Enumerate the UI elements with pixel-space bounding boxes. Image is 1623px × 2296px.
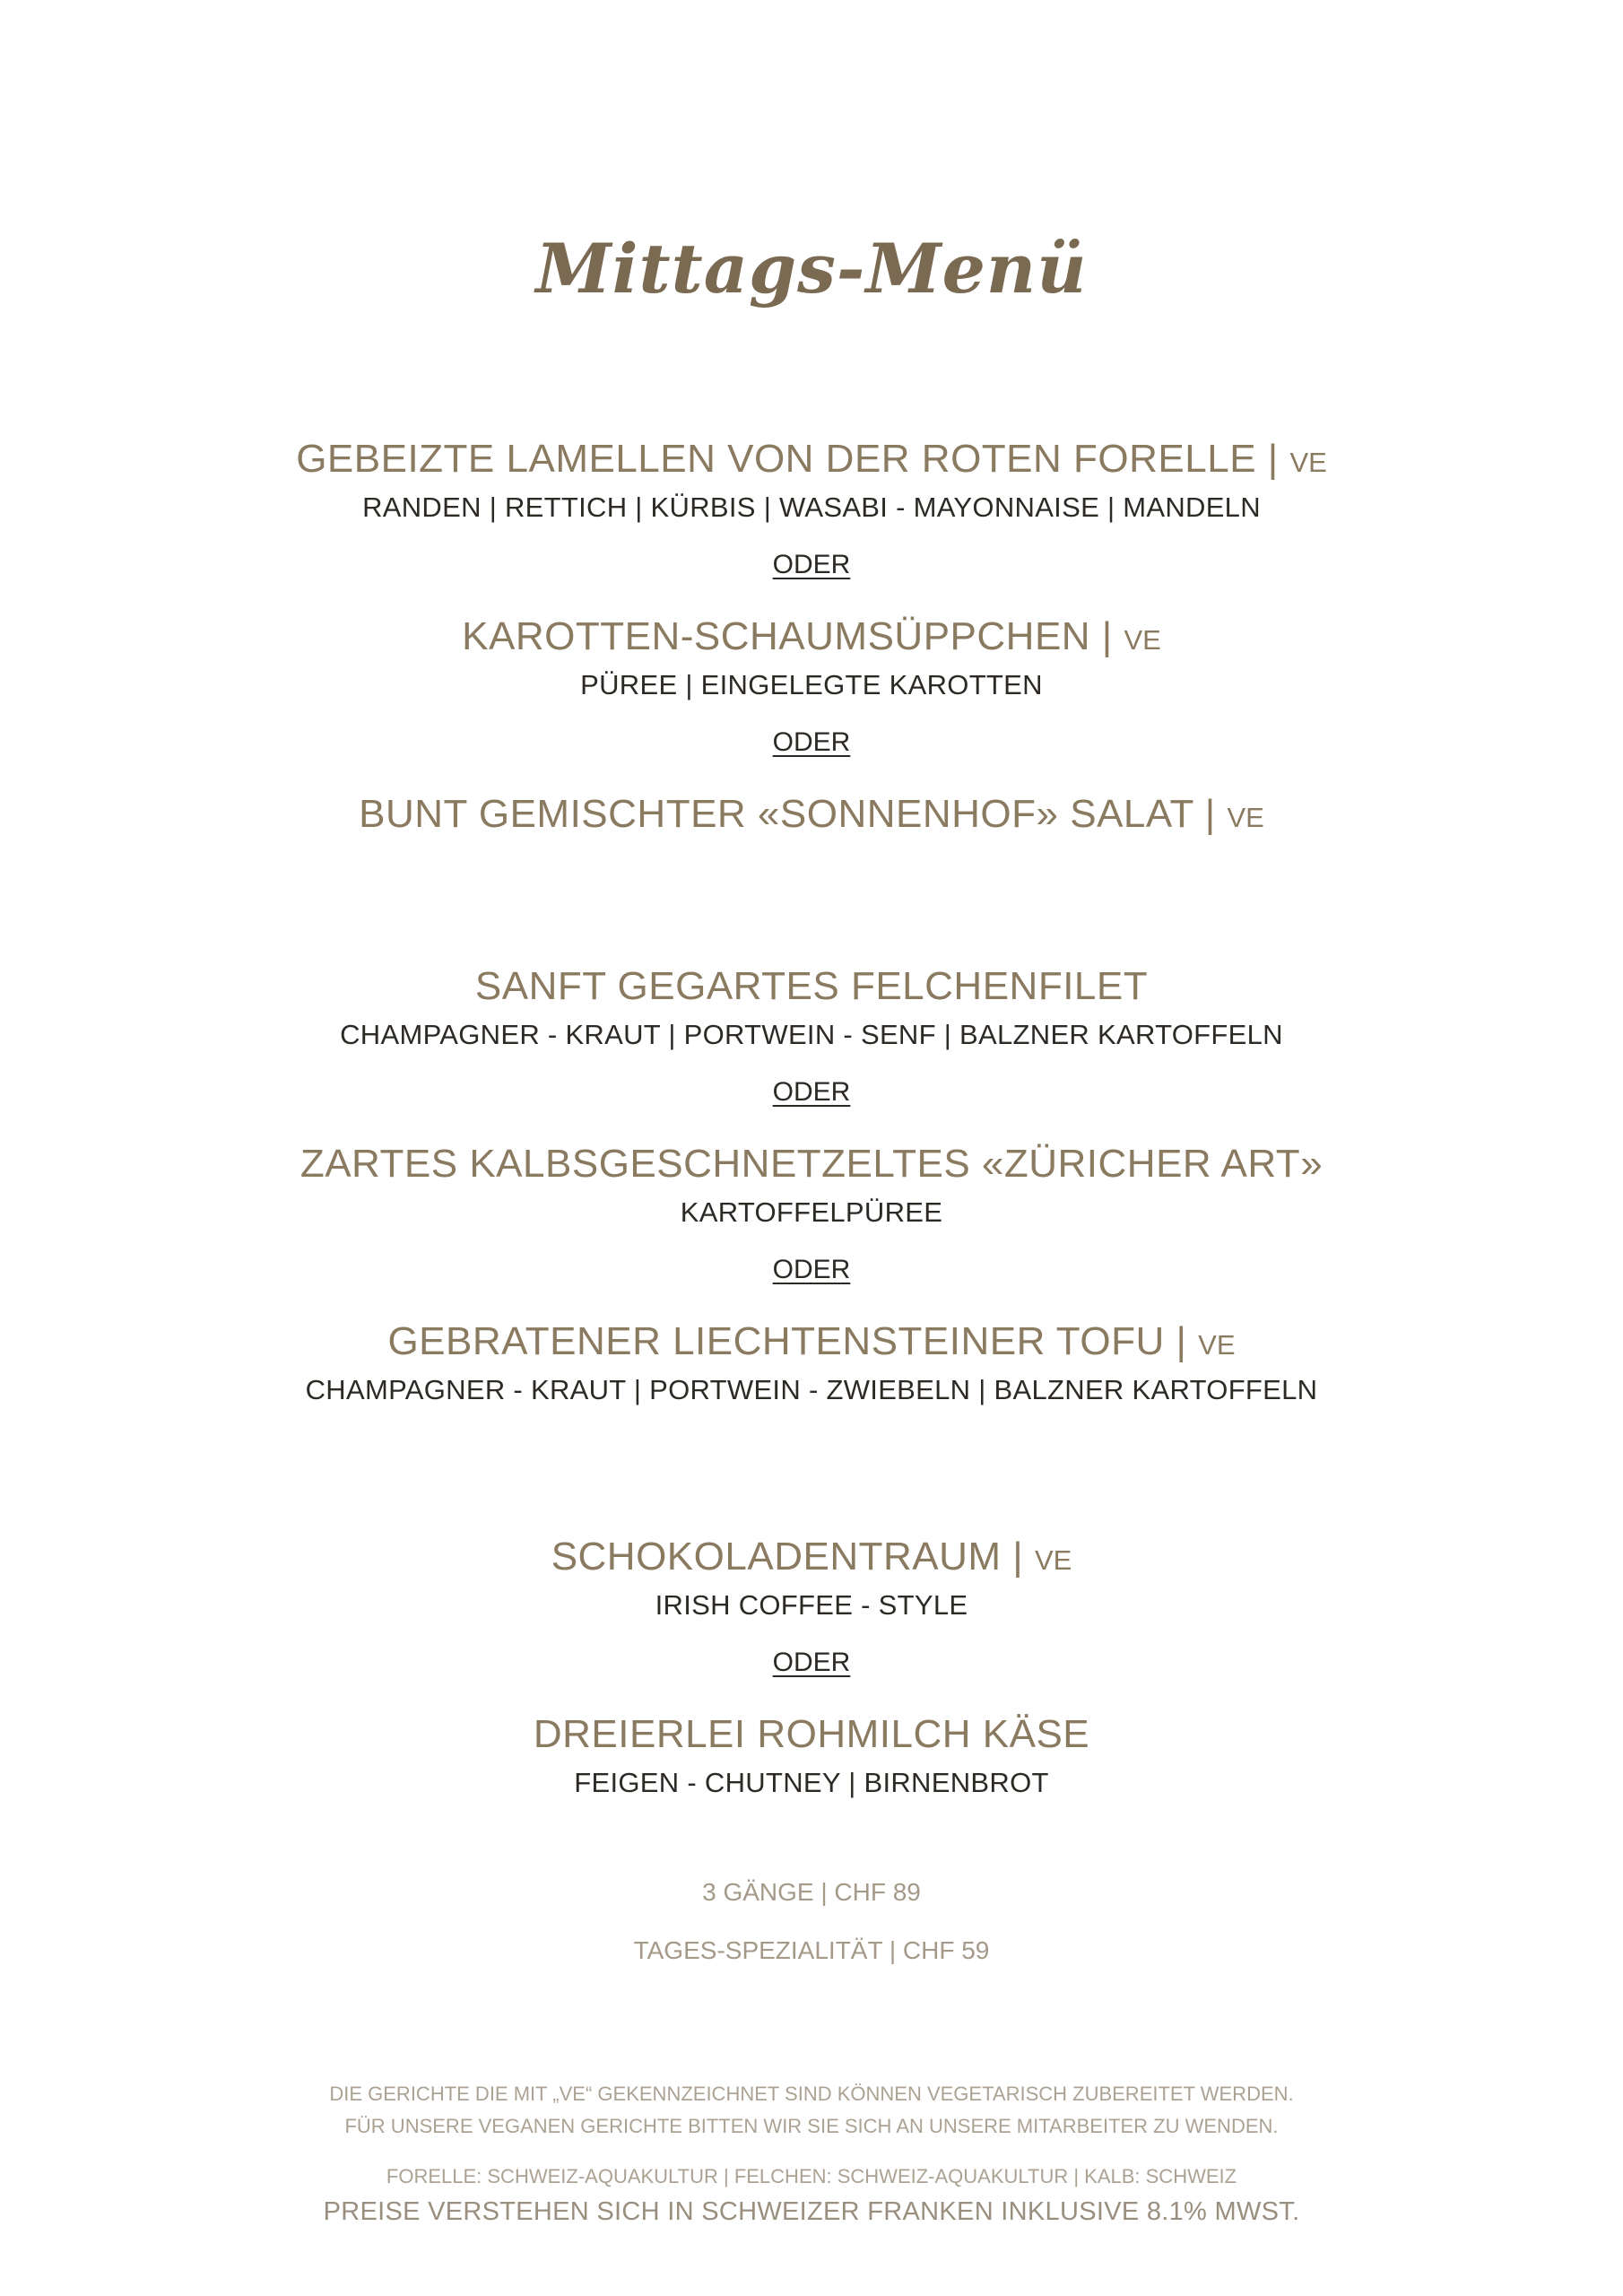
- ve-tag: VE: [1289, 447, 1327, 478]
- starter-dish-1-details: RANDEN | RETTICH | KÜRBIS | WASABI - MAYONNAISE | MANDELN: [362, 491, 1261, 523]
- main-dish-3-details: CHAMPAGNER - KRAUT | PORTWEIN - ZWIEBELN | BALZNER KARTOFFELN: [305, 1374, 1318, 1405]
- oder-divider: ODER: [772, 1255, 851, 1284]
- dish-name: GEBRATENER LIECHTENSTEINER TOFU: [387, 1319, 1165, 1363]
- dish-name: SANFT GEGARTES FELCHENFILET: [474, 964, 1149, 1008]
- separator: |: [1101, 614, 1113, 658]
- dish-name: BUNT GEMISCHTER «SONNENHOF» SALAT: [359, 792, 1194, 836]
- oder-divider: ODER: [772, 550, 851, 579]
- dish-name: GEBEIZTE LAMELLEN VON DER ROTEN FORELLE: [296, 437, 1257, 481]
- main-dish-3: [0, 1319, 1623, 1363]
- ve-tag: VE: [1034, 1544, 1072, 1576]
- starter-dish-3: [0, 792, 1623, 836]
- starter-dish-2: [0, 614, 1623, 658]
- dessert-dish-1-details: IRISH COFFEE - STYLE: [655, 1589, 968, 1621]
- dish-name: DREIERLEI ROHMILCH KÄSE: [533, 1712, 1090, 1756]
- dessert-dish-2-details: FEIGEN - CHUTNEY | BIRNENBROT: [574, 1767, 1049, 1798]
- dish-name: ZARTES KALBSGESCHNETZELTES «ZÜRICHER ART»: [299, 1142, 1324, 1186]
- ve-tag: VE: [1227, 802, 1264, 833]
- main-dish-2: [0, 1144, 1623, 1184]
- separator: |: [1204, 792, 1216, 836]
- vegan-note: FÜR UNSERE VEGANEN GERICHTE BITTEN WIR SIE SICH AN UNSERE MITARBEITER ZU WENDEN.: [344, 2115, 1279, 2137]
- starter-dish-1: [0, 439, 1623, 479]
- vegetarian-note: DIE GERICHTE DIE MIT „VE“ GEKENNZEICHNET SIND KÖNNEN VEGETARISCH ZUBEREITET WERDEN.: [329, 2083, 1294, 2105]
- main-dish-1: [0, 964, 1623, 1008]
- origin-note: FORELLE: SCHWEIZ-AQUAKULTUR | FELCHEN: SCHWEIZ-AQUAKULTUR | KALB: SCHWEIZ: [386, 2165, 1237, 2187]
- main-dish-2-details: KARTOFFELPÜREE: [680, 1196, 943, 1228]
- separator: |: [1012, 1535, 1024, 1578]
- dessert-dish-2: [0, 1712, 1623, 1756]
- separator: |: [1176, 1319, 1187, 1363]
- ve-tag: VE: [1198, 1329, 1236, 1361]
- dessert-dish-1: [0, 1537, 1623, 1577]
- starter-dish-2-details: PÜREE | EINGELEGTE KAROTTEN: [580, 669, 1043, 700]
- price-three-courses: 3 GÄNGE | CHF 89: [702, 1878, 921, 1906]
- dish-name: SCHOKOLADENTRAUM: [551, 1535, 1002, 1578]
- price-note: PREISE VERSTEHEN SICH IN SCHWEIZER FRANKEN INKLUSIVE 8.1% MWST.: [323, 2197, 1300, 2226]
- oder-divider: ODER: [772, 727, 851, 757]
- separator: |: [1267, 437, 1279, 481]
- dish-name: KAROTTEN-SCHAUMSÜPPCHEN: [462, 614, 1091, 658]
- oder-divider: ODER: [772, 1648, 851, 1677]
- price-daily-special: TAGES-SPEZIALITÄT | CHF 59: [633, 1936, 990, 1964]
- main-dish-1-details: CHAMPAGNER - KRAUT | PORTWEIN - SENF | BALZNER KARTOFFELN: [340, 1019, 1283, 1050]
- oder-divider: ODER: [772, 1077, 851, 1107]
- menu-title: Mittags-Menü: [535, 229, 1088, 309]
- ve-tag: VE: [1124, 624, 1161, 656]
